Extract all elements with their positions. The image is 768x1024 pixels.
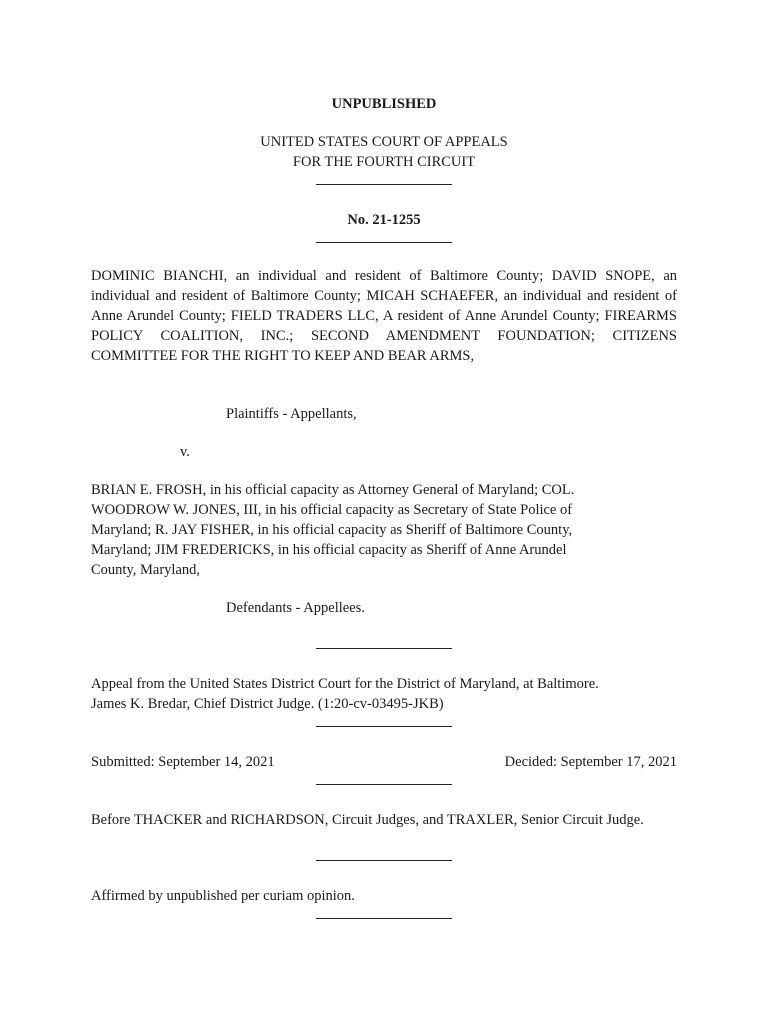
separator-rule <box>316 242 452 243</box>
submitted-date: Submitted: September 14, 2021 <box>91 754 275 770</box>
decided-date: Decided: September 17, 2021 <box>504 754 677 770</box>
plaintiffs-caption: DOMINIC BIANCHI, an individual and resident of Baltimore County; DAVID SNOPE, an individual and resident of Baltimore County; MICAH SCHAEFER, an individual and resident of Anne Arundel County; FIELD TRADERS LLC, A resident of Anne Arundel County; FIREARMS POLICY COALITION, INC.; SECOND AMENDMENT FOUNDATION; CITIZENS COMMITTEE FOR THE RIGHT TO KEEP AND BEAR ARMS, <box>91 268 677 364</box>
judges-panel: Before THACKER and RICHARDSON, Circuit Judges, and TRAXLER, Senior Circuit Judge. <box>91 812 644 828</box>
separator-rule <box>316 784 452 785</box>
defendants-caption-line: Maryland; R. JAY FISHER, in his official capacity as Sheriff of Baltimore County, <box>91 522 573 538</box>
separator-rule <box>316 726 452 727</box>
defendants-caption-line: County, Maryland, <box>91 562 201 578</box>
court-name-line1: UNITED STATES COURT OF APPEALS <box>260 134 508 150</box>
publication-status: UNPUBLISHED <box>331 96 437 112</box>
defendants-role: Defendants - Appellees. <box>226 600 365 616</box>
plaintiffs-role: Plaintiffs - Appellants, <box>226 406 357 422</box>
disposition: Affirmed by unpublished per curiam opinion. <box>91 888 355 904</box>
defendants-caption-line: BRIAN E. FROSH, in his official capacity as Attorney General of Maryland; COL. <box>91 482 575 498</box>
court-name-line2: FOR THE FOURTH CIRCUIT <box>292 154 476 170</box>
appeal-line2: James K. Bredar, Chief District Judge. (1:20-cv-03495-JKB) <box>91 696 444 712</box>
defendants-caption-line: WOODROW W. JONES, III, in his official capacity as Secretary of State Police of <box>91 502 573 518</box>
appeal-line1: Appeal from the United States District Court for the District of Maryland, at Baltimore. <box>91 676 599 692</box>
separator-rule <box>316 860 452 861</box>
separator-rule <box>316 918 452 919</box>
case-number: No. 21-1255 <box>347 212 421 228</box>
separator-rule <box>316 184 452 185</box>
defendants-caption-line: Maryland; JIM FREDERICKS, in his official capacity as Sheriff of Anne Arundel <box>91 542 567 558</box>
separator-rule <box>316 648 452 649</box>
versus: v. <box>180 444 190 460</box>
